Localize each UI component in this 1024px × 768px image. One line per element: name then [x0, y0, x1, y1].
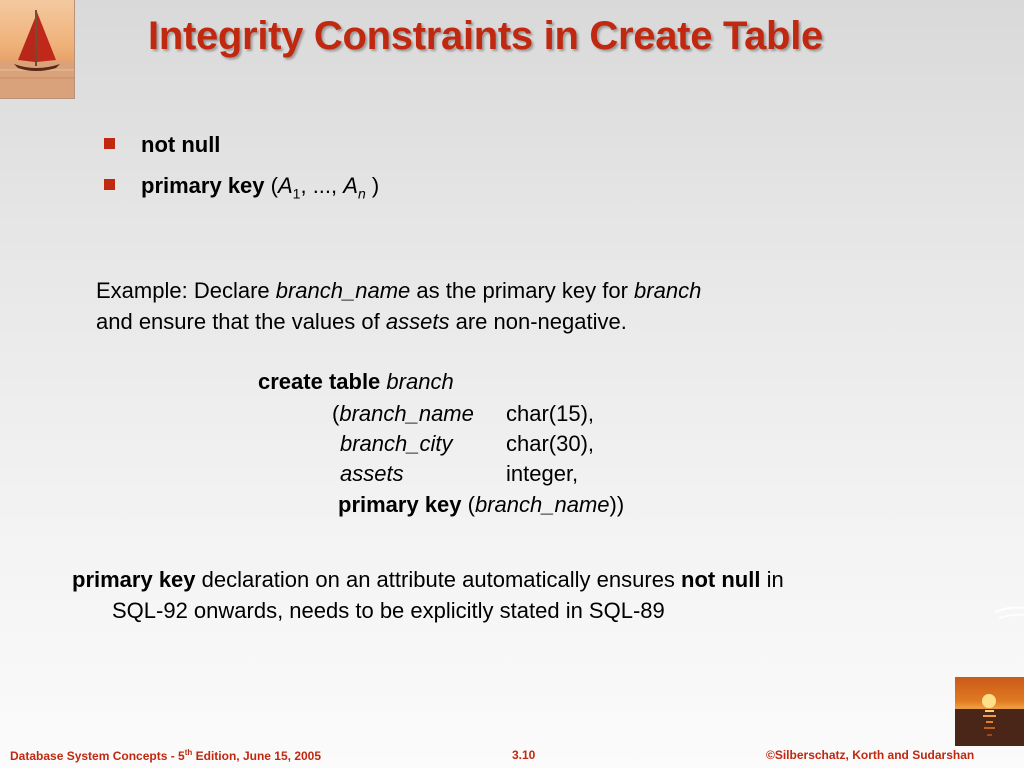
code-col-name-text: assets	[340, 461, 404, 486]
footer-left	[10, 748, 321, 763]
note-line-2: SQL-92 onwards, needs to be explicitly stated in SQL-89	[112, 598, 665, 623]
code-pk-open: (	[461, 492, 475, 517]
code-row	[332, 401, 474, 427]
code-col-type: char(15),	[506, 401, 595, 426]
sailboat-logo-icon	[0, 0, 75, 99]
code-col-name: branch_name	[339, 401, 474, 426]
code-create-table	[258, 369, 454, 395]
keyword-primary-key: primary key	[338, 492, 462, 517]
example-attr-assets: assets	[385, 309, 450, 334]
code-pk-attr: branch_name	[474, 492, 610, 517]
footer-left-a: Database System Concepts - 5	[10, 749, 185, 763]
code-col-name	[340, 461, 404, 487]
example-middle: as the primary key for	[410, 278, 635, 303]
note-keyword-not-null: not null	[681, 567, 761, 592]
slide-title: Integrity Constraints in Create Table	[148, 14, 823, 58]
paren-open: (	[270, 173, 278, 198]
example-prefix-2: and ensure that the values of	[96, 309, 386, 334]
bullet-label: not null	[141, 132, 221, 157]
code-paren-open: (	[332, 401, 340, 426]
code-col-name	[340, 431, 453, 457]
note-line-1	[72, 567, 784, 593]
code-primary-key	[338, 492, 624, 518]
example-line-2	[96, 309, 627, 335]
bullet-label: primary key	[141, 173, 265, 198]
bullet-not-null	[104, 132, 220, 158]
note-text-1: declaration on an attribute automatically ensures	[195, 567, 682, 592]
example-table-branch: branch	[634, 278, 702, 303]
keyword-create-table: create table	[258, 369, 381, 394]
bullet-square-icon	[104, 179, 115, 190]
example-attr-branch-name: branch_name	[275, 278, 411, 303]
bullet-square-icon	[104, 138, 115, 149]
ellipsis-text: , ...,	[300, 173, 344, 198]
note-keyword-primary-key: primary key	[72, 567, 196, 592]
bullet-primary-key	[104, 173, 379, 201]
note-text-2: in	[760, 567, 784, 592]
footer-left-b: Edition, June 15, 2005	[192, 749, 322, 763]
code-col-name-text: branch_city	[340, 431, 453, 456]
footer-left-sup: th	[184, 748, 193, 757]
code-col-type: char(30),	[506, 431, 595, 456]
paren-close: )	[365, 173, 380, 198]
footer-page-number: 3.10	[512, 748, 536, 762]
subscript-n: n	[357, 185, 366, 202]
example-line-1	[96, 278, 701, 304]
code-table-name: branch	[386, 369, 454, 394]
example-suffix: are non-negative.	[449, 309, 627, 334]
code-col-type: integer,	[506, 461, 579, 486]
attr-an: A	[343, 173, 358, 198]
example-prefix: Example: Declare	[96, 278, 276, 303]
subscript-1: 1	[292, 185, 301, 202]
attr-a1: A	[277, 173, 293, 198]
decorative-swoosh-icon	[995, 604, 1024, 624]
sunset-icon	[955, 677, 1024, 746]
code-pk-close: ))	[609, 492, 625, 517]
footer-copyright: ©Silberschatz, Korth and Sudarshan	[766, 748, 975, 762]
